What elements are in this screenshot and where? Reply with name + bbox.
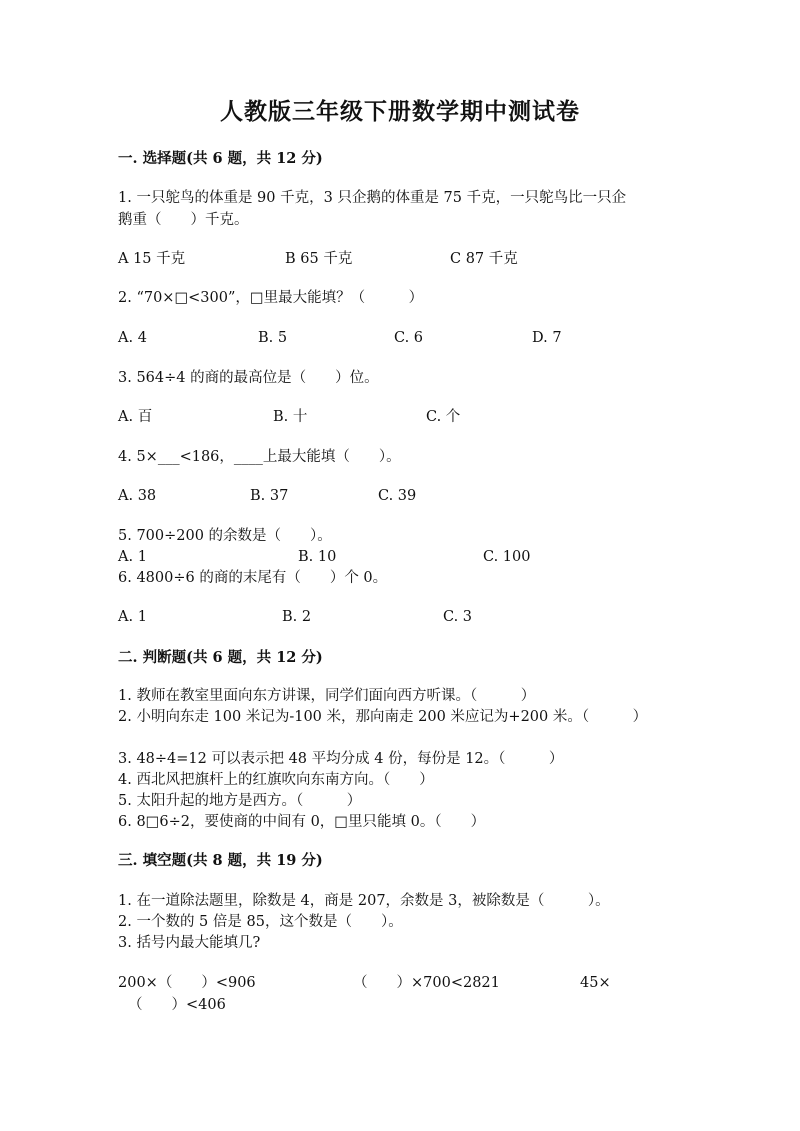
question-text: 1. 在一道除法题里，除数是 4，商是 207，余数是 3，被除数是（ ）。 [118, 893, 610, 909]
statement-text: 4. 西北风把旗杆上的红旗吹向东南方向。（ ） [118, 772, 434, 788]
option-b: B 65 千克 [285, 251, 353, 267]
statement-text: 6. 8□6÷2，要使商的中间有 0，□里只能填 0。（ ） [118, 814, 486, 830]
page-title: 人教版三年级下册数学期中测试卷 [220, 98, 580, 125]
option-a: A. 4 [118, 330, 147, 346]
option-b: B. 5 [258, 330, 288, 346]
question-text: 4. 5×___<186，____上最大能填（ ）。 [118, 449, 401, 465]
option-c: C 87 千克 [450, 251, 518, 267]
question-text: 3. 564÷4 的商的最高位是（ ）位。 [118, 370, 379, 386]
question-text: 3. 括号内最大能填几? [118, 935, 261, 951]
option-a: A 15 千克 [118, 251, 186, 267]
option-c: C. 个 [426, 409, 461, 425]
fill-item: 45× [580, 975, 611, 991]
section-heading-fill: 三. 填空题(共 8 题，共 19 分) [118, 852, 323, 869]
question-text: 鹅重（ ）千克。 [118, 212, 249, 228]
statement-text: 1. 教师在教室里面向东方讲课，同学们面向西方听课。（ ） [118, 688, 536, 704]
option-d: D. 7 [532, 330, 562, 346]
fill-item: （ ）<406 [128, 997, 226, 1013]
option-b: B. 十 [273, 409, 308, 425]
fill-item: 200×（ ）<906 [118, 975, 256, 991]
option-b: B. 10 [298, 549, 337, 565]
question-text: 1. 一只鸵鸟的体重是 90 千克，3 只企鹅的体重是 75 千克，一只鸵鸟比一只企 [118, 190, 627, 206]
statement-text: 5. 太阳升起的地方是西方。（ ） [118, 793, 362, 809]
fill-item: （ ）×700<2821 [353, 975, 500, 991]
question-text: 6. 4800÷6 的商的末尾有（ ）个 0。 [118, 570, 388, 586]
option-a: A. 百 [118, 409, 153, 425]
option-b: B. 37 [250, 488, 289, 504]
option-c: C. 3 [443, 609, 473, 625]
option-c: C. 100 [483, 549, 531, 565]
section-heading-choice: 一. 选择题(共 6 题，共 12 分) [118, 150, 323, 167]
section-heading-judge: 二. 判断题(共 6 题，共 12 分) [118, 649, 323, 666]
question-text: 2. “70×□<300”，□里最大能填？（ ） [118, 290, 424, 306]
statement-text: 2. 小明向东走 100 米记为-100 米，那向南走 200 米应记为+200 米。（ ） [118, 709, 648, 725]
question-text: 2. 一个数的 5 倍是 85，这个数是（ ）。 [118, 914, 403, 930]
question-text: 5. 700÷200 的余数是（ ）。 [118, 528, 332, 544]
option-c: C. 6 [394, 330, 424, 346]
statement-text: 3. 48÷4=12 可以表示把 48 平均分成 4 份，每份是 12。（ ） [118, 751, 564, 767]
option-a: A. 38 [118, 488, 157, 504]
option-a: A. 1 [118, 549, 147, 565]
option-c: C. 39 [378, 488, 417, 504]
option-b: B. 2 [282, 609, 312, 625]
option-a: A. 1 [118, 609, 147, 625]
